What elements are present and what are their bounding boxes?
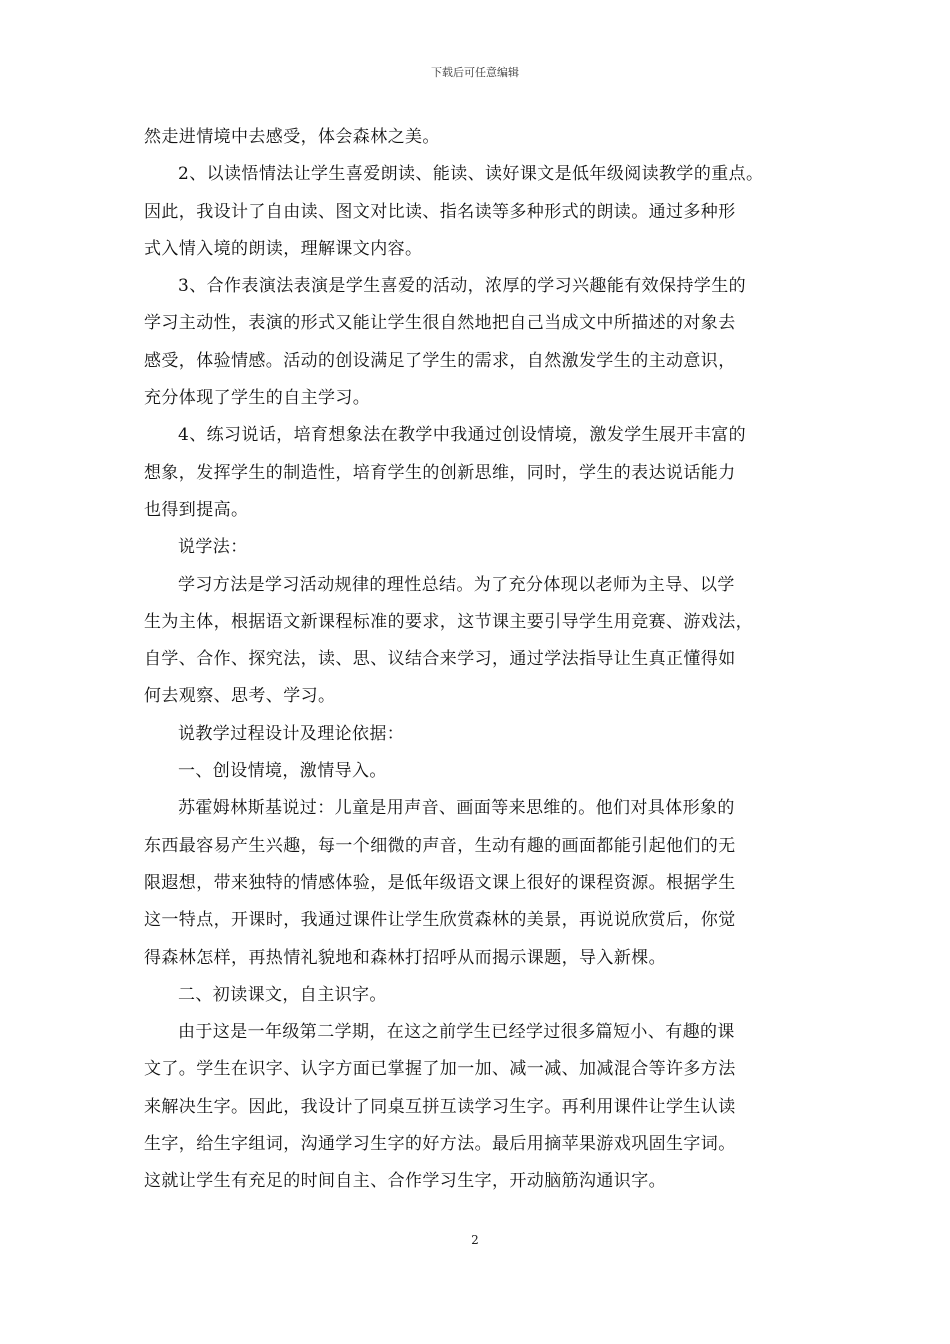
text-line: 想象，发挥学生的制造性，培育学生的创新思维，同时，学生的表达说话能力 xyxy=(144,462,736,483)
text-line: 文了。学生在识字、认字方面已掌握了加一加、减一减、加减混合等许多方法 xyxy=(144,1059,736,1080)
text-line: 生字，给生字组词，沟通学习生字的好方法。最后用摘苹果游戏巩固生字词。 xyxy=(144,1134,736,1155)
text-line: 东西最容易产生兴趣，每一个细微的声音，生动有趣的画面都能引起他们的无 xyxy=(144,835,736,856)
text-line: 这就让学生有充足的时间自主、合作学习生字，开动脑筋沟通识字。 xyxy=(144,1171,666,1192)
text-line: 限遐想，带来独特的情感体验，是低年级语文课上很好的课程资源。根据学生 xyxy=(144,872,736,893)
text-line: 充分体现了学生的自主学习。 xyxy=(144,388,371,409)
text-line: 学习主动性，表演的形式又能让学生很自然地把自己当成文中所描述的对象去 xyxy=(144,313,736,334)
text-line: 然走进情境中去感受，体会森林之美。 xyxy=(144,127,440,147)
text-line: 也得到提高。 xyxy=(144,499,249,520)
text-line: 由于这是一年级第二学期，在这之前学生已经学过很多篇短小、有趣的课 xyxy=(178,1022,735,1043)
text-line: 自学、合作、探究法，读、思、议结合来学习，通过学法指导让生真正懂得如 xyxy=(144,649,736,670)
page-header: 下载后可任意编辑 xyxy=(431,66,519,79)
text-line: 式入情入境的朗读，理解课文内容。 xyxy=(144,238,423,259)
text-line: 苏霍姆林斯基说过：儿童是用声音、画面等来思维的。他们对具体形象的 xyxy=(178,798,735,819)
text-line: 2、以读悟情法让学生喜爱朗读、能读、读好课文是低年级阅读教学的重点。 xyxy=(178,164,764,185)
text-line: 这一特点，开课时，我通过课件让学生欣赏森林的美景，再说说欣赏后，你觉 xyxy=(144,910,736,931)
page-number: 2 xyxy=(471,1233,479,1247)
text-line: 学习方法是学习活动规律的理性总结。为了充分体现以老师为主导、以学 xyxy=(178,574,735,595)
text-line: 感受，体验情感。活动的创设满足了学生的需求，自然激发学生的主动意识， xyxy=(144,350,736,371)
text-line: 一、创设情境，激情导入。 xyxy=(178,761,387,782)
text-line: 说学法： xyxy=(178,537,248,558)
text-line: 得森林怎样，再热情礼貌地和森林打招呼从而揭示课题，导入新棵。 xyxy=(144,947,666,968)
text-line: 生为主体，根据语文新课程标准的要求，这节课主要引导学生用竞赛、游戏法， xyxy=(144,611,753,632)
text-line: 3、合作表演法表演是学生喜爱的活动，浓厚的学习兴趣能有效保持学生的 xyxy=(178,276,747,297)
text-line: 何去观察、思考、学习。 xyxy=(144,686,336,707)
document-body xyxy=(144,119,816,1201)
text-line: 说教学过程设计及理论依据： xyxy=(178,723,405,744)
text-line: 4、练习说话，培育想象法在教学中我通过创设情境，激发学生展开丰富的 xyxy=(178,425,747,446)
text-line: 二、初读课文，自主识字。 xyxy=(178,984,387,1005)
text-line: 因此，我设计了自由读、图文对比读、指名读等多种形式的朗读。通过多种形 xyxy=(144,201,736,222)
text-line: 来解决生字。因此，我设计了同桌互拼互读学习生字。再利用课件让学生认读 xyxy=(144,1096,736,1117)
